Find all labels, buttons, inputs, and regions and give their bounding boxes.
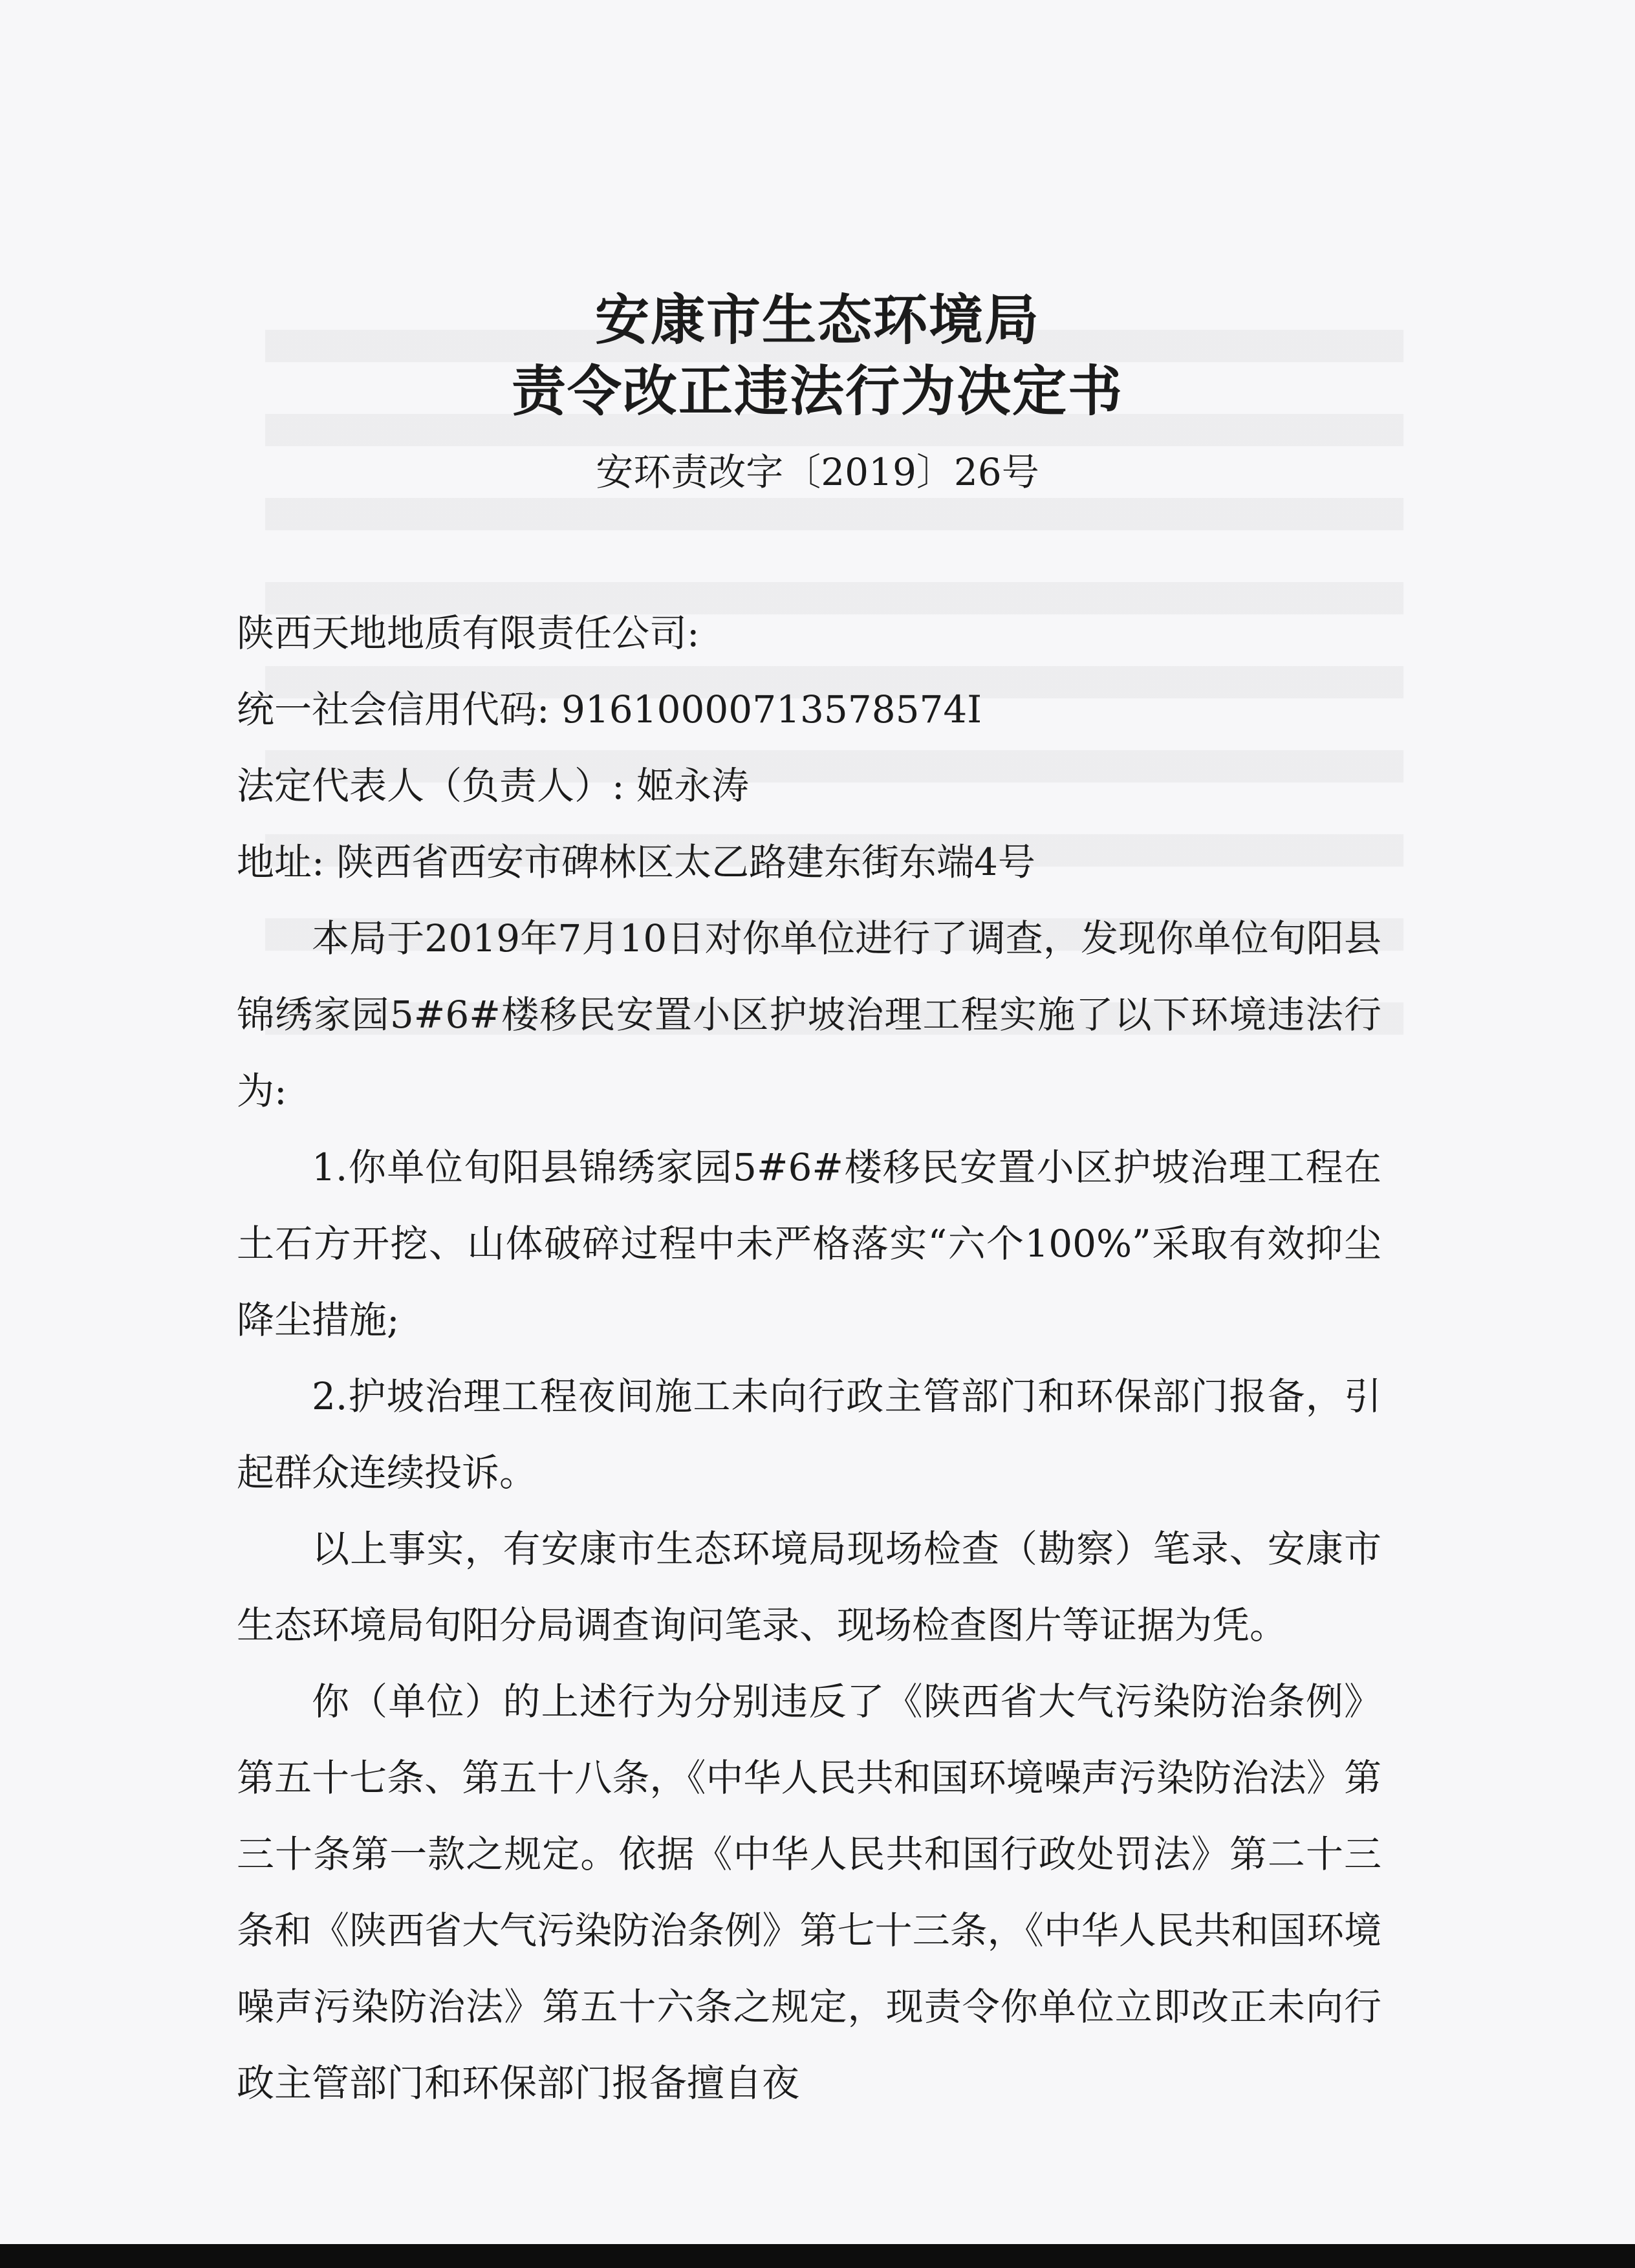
document-number: 安环责改字〔2019〕26号: [596, 450, 1039, 494]
scan-bottom-edge: [0, 2244, 1635, 2268]
recipient-line: 陕西天地地质有限责任公司:: [237, 611, 700, 655]
credit-code-line: 统一社会信用代码: 91610000713578574I: [237, 687, 982, 731]
document-title-line1: 安康市生态环境局: [594, 288, 1040, 352]
legal-representative-line: 法定代表人（负责人）: 姬永涛: [237, 764, 749, 808]
address-line: 地址: 陕西省西安市碑林区太乙路建东街东端4号: [237, 840, 1035, 884]
document-title-line2: 责令改正违法行为决定书: [511, 359, 1123, 423]
document-body: [237, 595, 1381, 2121]
evidence-paragraph: 以上事实，有安康市生态环境局现场检查（勘察）笔录、安康市生态环境局旬阳分局调查询问笔录、现场检查图片等证据为凭。: [237, 1527, 1381, 1647]
intro-paragraph: 本局于2019年7月10日对你单位进行了调查，发现你单位旬阳县锦绣家园5#6#楼移民安置小区护坡治理工程实施了以下环境违法行为:: [237, 916, 1381, 1113]
violation-item-2: 2.护坡治理工程夜间施工未向行政主管部门和环保部门报备，引起群众连续投诉。: [237, 1374, 1381, 1495]
violation-item-1: 1.你单位旬阳县锦绣家园5#6#楼移民安置小区护坡治理工程在土石方开挖、山体破碎过程中未严格落实“六个100%”采取有效抑尘降尘措施;: [237, 1145, 1381, 1342]
legal-basis-paragraph: 你（单位）的上述行为分别违反了《陕西省大气污染防治条例》第五十七条、第五十八条，《中华人民共和国环境噪声污染防治法》第三十条第一款之规定。依据《中华人民共和国行政处罚法》第二十三条和《陕西省大气污染防治条例》第七十三条，《中华人民共和国环境噪声污染防治法》第五十六条之规定，现责令你单位立即改正未向行政主管部门和环保部门报备擅自夜: [237, 1679, 1381, 2105]
